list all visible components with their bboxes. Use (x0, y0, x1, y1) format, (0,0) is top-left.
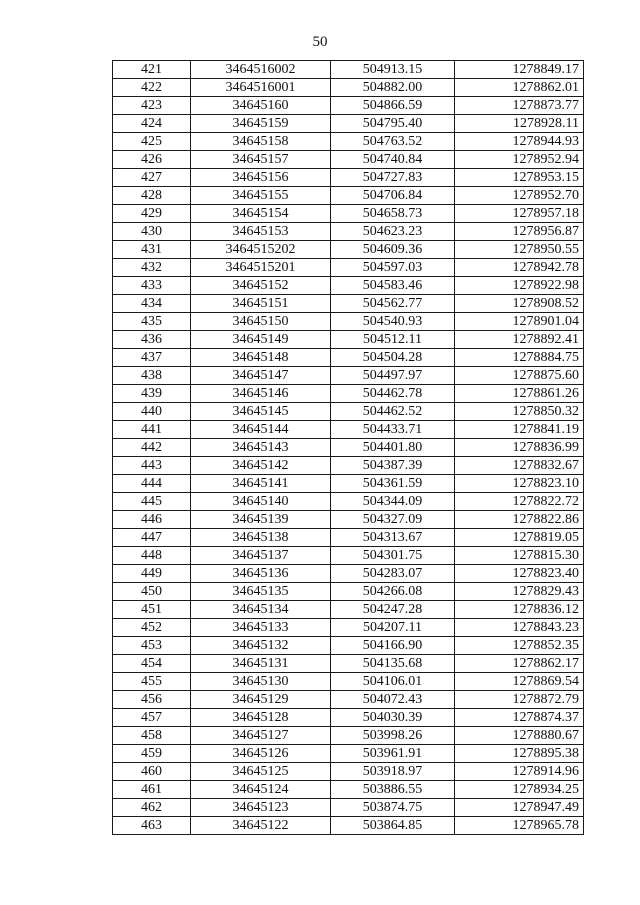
table-row (113, 439, 584, 457)
point-id-cell: 34645144 (191, 421, 331, 439)
point-id-cell: 34645128 (191, 709, 331, 727)
table-row (113, 277, 584, 295)
table-row (113, 817, 584, 835)
point-id-cell: 34645126 (191, 745, 331, 763)
coordinates-table (112, 60, 584, 835)
point-id-cell: 34645133 (191, 619, 331, 637)
y-coordinate-cell: 1278874.37 (455, 709, 584, 727)
point-number-cell: 453 (113, 637, 191, 655)
point-number-cell: 428 (113, 187, 191, 205)
coordinates-table-body (113, 61, 584, 835)
x-coordinate-cell: 504540.93 (331, 313, 455, 331)
table-row (113, 403, 584, 421)
point-number-cell: 450 (113, 583, 191, 601)
point-number-cell: 431 (113, 241, 191, 259)
x-coordinate-cell: 504706.84 (331, 187, 455, 205)
point-number-cell: 457 (113, 709, 191, 727)
point-id-cell: 34645150 (191, 313, 331, 331)
point-number-cell: 456 (113, 691, 191, 709)
x-coordinate-cell: 504166.90 (331, 637, 455, 655)
x-coordinate-cell: 504387.39 (331, 457, 455, 475)
x-coordinate-cell: 504882.00 (331, 79, 455, 97)
table-row (113, 475, 584, 493)
table-row (113, 169, 584, 187)
y-coordinate-cell: 1278901.04 (455, 313, 584, 331)
x-coordinate-cell: 504497.97 (331, 367, 455, 385)
point-number-cell: 439 (113, 385, 191, 403)
table-row (113, 133, 584, 151)
table-row (113, 673, 584, 691)
point-number-cell: 463 (113, 817, 191, 835)
point-number-cell: 455 (113, 673, 191, 691)
x-coordinate-cell: 503864.85 (331, 817, 455, 835)
table-row (113, 205, 584, 223)
point-id-cell: 34645140 (191, 493, 331, 511)
point-id-cell: 34645122 (191, 817, 331, 835)
table-row (113, 547, 584, 565)
x-coordinate-cell: 504623.23 (331, 223, 455, 241)
table-row (113, 115, 584, 133)
y-coordinate-cell: 1278836.99 (455, 439, 584, 457)
y-coordinate-cell: 1278862.01 (455, 79, 584, 97)
y-coordinate-cell: 1278829.43 (455, 583, 584, 601)
y-coordinate-cell: 1278944.93 (455, 133, 584, 151)
point-number-cell: 461 (113, 781, 191, 799)
point-id-cell: 3464515201 (191, 259, 331, 277)
point-id-cell: 34645130 (191, 673, 331, 691)
y-coordinate-cell: 1278823.10 (455, 475, 584, 493)
x-coordinate-cell: 504583.46 (331, 277, 455, 295)
y-coordinate-cell: 1278880.67 (455, 727, 584, 745)
point-id-cell: 34645124 (191, 781, 331, 799)
y-coordinate-cell: 1278957.18 (455, 205, 584, 223)
x-coordinate-cell: 504344.09 (331, 493, 455, 511)
table-row (113, 259, 584, 277)
x-coordinate-cell: 504247.28 (331, 601, 455, 619)
point-number-cell: 443 (113, 457, 191, 475)
y-coordinate-cell: 1278965.78 (455, 817, 584, 835)
table-row (113, 511, 584, 529)
point-id-cell: 34645151 (191, 295, 331, 313)
point-number-cell: 424 (113, 115, 191, 133)
y-coordinate-cell: 1278872.79 (455, 691, 584, 709)
table-row (113, 151, 584, 169)
point-id-cell: 34645152 (191, 277, 331, 295)
point-number-cell: 426 (113, 151, 191, 169)
point-number-cell: 441 (113, 421, 191, 439)
table-row (113, 529, 584, 547)
x-coordinate-cell: 504562.77 (331, 295, 455, 313)
x-coordinate-cell: 504462.78 (331, 385, 455, 403)
y-coordinate-cell: 1278875.60 (455, 367, 584, 385)
y-coordinate-cell: 1278849.17 (455, 61, 584, 79)
table-row (113, 349, 584, 367)
point-number-cell: 430 (113, 223, 191, 241)
table-row (113, 421, 584, 439)
x-coordinate-cell: 504512.11 (331, 331, 455, 349)
point-number-cell: 435 (113, 313, 191, 331)
point-id-cell: 34645154 (191, 205, 331, 223)
point-id-cell: 34645136 (191, 565, 331, 583)
table-row (113, 457, 584, 475)
point-id-cell: 34645155 (191, 187, 331, 205)
table-row (113, 619, 584, 637)
point-number-cell: 437 (113, 349, 191, 367)
x-coordinate-cell: 504658.73 (331, 205, 455, 223)
y-coordinate-cell: 1278892.41 (455, 331, 584, 349)
x-coordinate-cell: 504106.01 (331, 673, 455, 691)
point-number-cell: 442 (113, 439, 191, 457)
y-coordinate-cell: 1278950.55 (455, 241, 584, 259)
table-row (113, 313, 584, 331)
table-row (113, 61, 584, 79)
point-id-cell: 34645127 (191, 727, 331, 745)
table-row (113, 583, 584, 601)
y-coordinate-cell: 1278850.32 (455, 403, 584, 421)
point-number-cell: 444 (113, 475, 191, 493)
table-row (113, 691, 584, 709)
y-coordinate-cell: 1278922.98 (455, 277, 584, 295)
point-id-cell: 34645156 (191, 169, 331, 187)
point-number-cell: 449 (113, 565, 191, 583)
point-number-cell: 434 (113, 295, 191, 313)
x-coordinate-cell: 504740.84 (331, 151, 455, 169)
x-coordinate-cell: 504609.36 (331, 241, 455, 259)
x-coordinate-cell: 504327.09 (331, 511, 455, 529)
table-row (113, 223, 584, 241)
point-number-cell: 458 (113, 727, 191, 745)
point-id-cell: 34645138 (191, 529, 331, 547)
x-coordinate-cell: 504072.43 (331, 691, 455, 709)
y-coordinate-cell: 1278956.87 (455, 223, 584, 241)
x-coordinate-cell: 504913.15 (331, 61, 455, 79)
point-id-cell: 34645134 (191, 601, 331, 619)
y-coordinate-cell: 1278947.49 (455, 799, 584, 817)
point-id-cell: 34645123 (191, 799, 331, 817)
table-row (113, 799, 584, 817)
point-number-cell: 454 (113, 655, 191, 673)
table-row (113, 187, 584, 205)
table-row (113, 781, 584, 799)
x-coordinate-cell: 504727.83 (331, 169, 455, 187)
y-coordinate-cell: 1278819.05 (455, 529, 584, 547)
table-row (113, 79, 584, 97)
y-coordinate-cell: 1278822.86 (455, 511, 584, 529)
table-row (113, 763, 584, 781)
y-coordinate-cell: 1278895.38 (455, 745, 584, 763)
point-number-cell: 462 (113, 799, 191, 817)
table-row (113, 241, 584, 259)
x-coordinate-cell: 504866.59 (331, 97, 455, 115)
point-number-cell: 440 (113, 403, 191, 421)
y-coordinate-cell: 1278832.67 (455, 457, 584, 475)
x-coordinate-cell: 503874.75 (331, 799, 455, 817)
y-coordinate-cell: 1278884.75 (455, 349, 584, 367)
point-number-cell: 460 (113, 763, 191, 781)
page-number: 50 (312, 34, 328, 50)
point-id-cell: 34645153 (191, 223, 331, 241)
point-id-cell: 34645132 (191, 637, 331, 655)
y-coordinate-cell: 1278852.35 (455, 637, 584, 655)
x-coordinate-cell: 503961.91 (331, 745, 455, 763)
point-id-cell: 34645142 (191, 457, 331, 475)
point-id-cell: 34645148 (191, 349, 331, 367)
y-coordinate-cell: 1278952.70 (455, 187, 584, 205)
y-coordinate-cell: 1278873.77 (455, 97, 584, 115)
y-coordinate-cell: 1278822.72 (455, 493, 584, 511)
point-id-cell: 34645157 (191, 151, 331, 169)
point-number-cell: 452 (113, 619, 191, 637)
y-coordinate-cell: 1278942.78 (455, 259, 584, 277)
table-row (113, 97, 584, 115)
x-coordinate-cell: 504135.68 (331, 655, 455, 673)
table-row (113, 367, 584, 385)
y-coordinate-cell: 1278934.25 (455, 781, 584, 799)
point-id-cell: 34645135 (191, 583, 331, 601)
point-id-cell: 34645149 (191, 331, 331, 349)
point-number-cell: 433 (113, 277, 191, 295)
y-coordinate-cell: 1278862.17 (455, 655, 584, 673)
y-coordinate-cell: 1278908.52 (455, 295, 584, 313)
x-coordinate-cell: 504283.07 (331, 565, 455, 583)
point-id-cell: 34645129 (191, 691, 331, 709)
point-number-cell: 436 (113, 331, 191, 349)
y-coordinate-cell: 1278869.54 (455, 673, 584, 691)
table-row (113, 637, 584, 655)
point-number-cell: 445 (113, 493, 191, 511)
point-id-cell: 34645125 (191, 763, 331, 781)
table-row (113, 331, 584, 349)
point-id-cell: 34645139 (191, 511, 331, 529)
x-coordinate-cell: 504763.52 (331, 133, 455, 151)
x-coordinate-cell: 504462.52 (331, 403, 455, 421)
point-number-cell: 438 (113, 367, 191, 385)
x-coordinate-cell: 504504.28 (331, 349, 455, 367)
x-coordinate-cell: 504266.08 (331, 583, 455, 601)
point-number-cell: 459 (113, 745, 191, 763)
x-coordinate-cell: 503998.26 (331, 727, 455, 745)
x-coordinate-cell: 504795.40 (331, 115, 455, 133)
point-id-cell: 34645146 (191, 385, 331, 403)
y-coordinate-cell: 1278843.23 (455, 619, 584, 637)
point-number-cell: 427 (113, 169, 191, 187)
x-coordinate-cell: 504301.75 (331, 547, 455, 565)
y-coordinate-cell: 1278952.94 (455, 151, 584, 169)
y-coordinate-cell: 1278928.11 (455, 115, 584, 133)
point-id-cell: 34645137 (191, 547, 331, 565)
table-row (113, 493, 584, 511)
table-row (113, 601, 584, 619)
point-number-cell: 421 (113, 61, 191, 79)
point-number-cell: 451 (113, 601, 191, 619)
y-coordinate-cell: 1278815.30 (455, 547, 584, 565)
y-coordinate-cell: 1278841.19 (455, 421, 584, 439)
x-coordinate-cell: 504433.71 (331, 421, 455, 439)
point-id-cell: 34645160 (191, 97, 331, 115)
x-coordinate-cell: 504401.80 (331, 439, 455, 457)
point-id-cell: 3464516001 (191, 79, 331, 97)
point-id-cell: 34645159 (191, 115, 331, 133)
point-number-cell: 432 (113, 259, 191, 277)
x-coordinate-cell: 503918.97 (331, 763, 455, 781)
point-id-cell: 3464515202 (191, 241, 331, 259)
table-row (113, 385, 584, 403)
table-row (113, 295, 584, 313)
point-id-cell: 34645158 (191, 133, 331, 151)
point-number-cell: 425 (113, 133, 191, 151)
x-coordinate-cell: 504030.39 (331, 709, 455, 727)
table-row (113, 565, 584, 583)
point-id-cell: 34645143 (191, 439, 331, 457)
x-coordinate-cell: 504597.03 (331, 259, 455, 277)
x-coordinate-cell: 503886.55 (331, 781, 455, 799)
point-id-cell: 34645141 (191, 475, 331, 493)
table-row (113, 709, 584, 727)
point-number-cell: 422 (113, 79, 191, 97)
point-number-cell: 446 (113, 511, 191, 529)
point-id-cell: 3464516002 (191, 61, 331, 79)
x-coordinate-cell: 504207.11 (331, 619, 455, 637)
point-number-cell: 448 (113, 547, 191, 565)
table-row (113, 745, 584, 763)
x-coordinate-cell: 504361.59 (331, 475, 455, 493)
y-coordinate-cell: 1278836.12 (455, 601, 584, 619)
x-coordinate-cell: 504313.67 (331, 529, 455, 547)
y-coordinate-cell: 1278914.96 (455, 763, 584, 781)
y-coordinate-cell: 1278861.26 (455, 385, 584, 403)
point-number-cell: 429 (113, 205, 191, 223)
point-id-cell: 34645147 (191, 367, 331, 385)
point-id-cell: 34645145 (191, 403, 331, 421)
point-id-cell: 34645131 (191, 655, 331, 673)
point-number-cell: 423 (113, 97, 191, 115)
y-coordinate-cell: 1278823.40 (455, 565, 584, 583)
y-coordinate-cell: 1278953.15 (455, 169, 584, 187)
table-row (113, 727, 584, 745)
table-row (113, 655, 584, 673)
point-number-cell: 447 (113, 529, 191, 547)
